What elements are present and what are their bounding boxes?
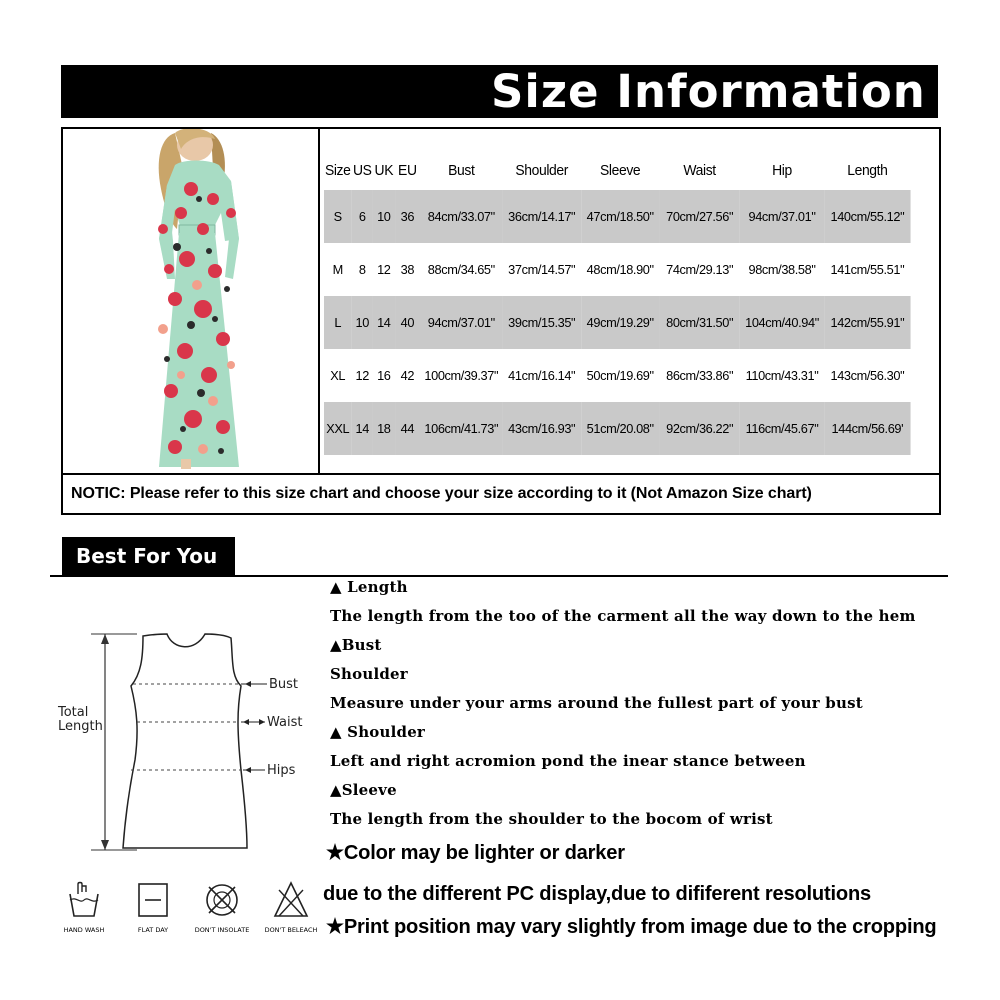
column-header: EU [398,163,417,179]
table-cell: 41cm/16.14" [508,368,576,383]
table-row [324,349,911,402]
table-cell: 86cm/33.86" [666,368,734,383]
table-cell: 116cm/45.67" [740,402,824,455]
bust-label: Bust [269,677,299,692]
table-cell: 36cm/14.17" [502,190,580,243]
table-cell: 70cm/27.56" [659,190,739,243]
table-cell: 144cm/56.69' [824,402,910,455]
desc-heading-length: ▲ Length [330,578,408,596]
table-cell: 47cm/18.50" [581,190,659,243]
column-header: Bust [448,163,475,179]
table-cell: 74cm/29.13" [666,262,734,277]
note-print-position: ★Print position may vary slightly from image due to the cropping [326,915,937,938]
table-cell: 36 [395,190,421,243]
dress-outline-icon [55,620,325,860]
table-cell: 12 [377,262,391,277]
table-cell: L [324,296,351,349]
table-cell: 40 [395,296,421,349]
table-cell: 140cm/55.12" [824,190,910,243]
table-cell: 14 [351,402,373,455]
table-cell: XXL [324,402,351,455]
dont-tumble-dry-icon [204,880,240,920]
column-header: US [352,163,372,179]
table-cell: 42 [400,368,415,383]
table-cell: 88cm/34.65" [427,262,495,277]
table-cell: 39cm/15.35" [502,296,580,349]
column-header: Length [847,163,888,179]
note-display: due to the different PC display,due to dififerent resolutions [323,882,872,905]
care-label: FLAT DAY [137,926,169,934]
table-cell: 8 [358,262,366,277]
table-cell: 84cm/33.07" [420,190,502,243]
care-label: DON'T INSOLATE [194,926,250,934]
table-cell: 92cm/36.22" [659,402,739,455]
table-cell: 10 [351,296,373,349]
desc-text-sleeve: The length from the shoulder to the bocom of wrist [330,810,773,828]
table-cell: 100cm/39.37" [424,368,499,383]
table-row [324,296,911,349]
total-length-label-1: Total [58,705,89,720]
desc-heading-shoulder: ▲ Shoulder [330,723,426,741]
table-cell: 104cm/40.94" [740,296,824,349]
waist-label: Waist [267,715,303,730]
table-cell: 141cm/55.51" [830,262,905,277]
column-header: Hip [772,163,792,179]
size-notice: NOTIC: Please refer to this size chart and choose your size according to it (Not Amazon Size chart) [63,473,939,513]
table-cell: 98cm/38.58" [748,262,816,277]
note-color: ★Color may be lighter or darker [326,841,625,864]
care-dont-bleach [261,880,321,934]
table-cell: 94cm/37.01" [420,296,502,349]
table-row [324,243,911,296]
table-cell: 51cm/20.08" [581,402,659,455]
care-dont-insolate [192,880,252,934]
table-cell: 94cm/37.01" [740,190,824,243]
table-cell: 43cm/16.93" [502,402,580,455]
table-cell: 37cm/14.57" [508,262,576,277]
table-cell: 80cm/31.50" [659,296,739,349]
column-header: Sleeve [600,163,641,179]
care-label: HAND WASH [63,926,105,934]
hand-wash-icon [66,880,102,920]
page-title: Size Information [491,65,926,118]
size-chart-box [61,127,941,515]
table-cell: 16 [377,368,391,383]
table-cell: S [324,190,351,243]
table-cell: 38 [400,262,415,277]
dress-measurement-diagram [55,620,325,860]
table-cell: 14 [373,296,395,349]
title-bar [61,65,938,118]
desc-text-shoulder-detail: Left and right acromion pond the inear stance between [330,752,806,770]
column-header: Waist [683,163,716,179]
desc-heading-bust: ▲Bust [330,636,382,654]
total-length-label-2: Length [58,719,103,734]
column-header: UK [374,163,394,179]
size-table [324,152,911,455]
best-for-you-heading: Best For You [62,537,235,575]
dress-model-image [63,129,318,473]
table-cell: 44 [395,402,421,455]
table-cell: 50cm/19.69" [586,368,654,383]
table-cell: 142cm/55.91" [824,296,910,349]
table-header-row [324,152,911,190]
flat-dry-icon [135,880,171,920]
table-cell: M [332,262,343,277]
table-cell: 6 [351,190,373,243]
column-header: Shoulder [515,163,569,179]
section-divider [50,575,948,577]
product-photo [63,129,320,473]
table-cell: 12 [355,368,369,383]
hips-label: Hips [267,763,296,778]
table-cell: 48cm/18.90" [586,262,654,277]
dont-bleach-icon [273,880,309,920]
care-flat-dry [123,880,183,934]
care-hand-wash [54,880,114,934]
table-cell: XL [330,368,346,383]
table-cell: 106cm/41.73" [420,402,502,455]
table-cell: 10 [373,190,395,243]
desc-text-length: The length from the too of the carment all the way down to the hem [330,607,916,625]
desc-text-bust: Measure under your arms around the fullest part of your bust [330,694,863,712]
table-cell: 143cm/56.30" [830,368,905,383]
table-row [324,190,911,243]
table-cell: 49cm/19.29" [581,296,659,349]
size-table-cell [320,129,939,473]
care-label: DON'T BELEACH [264,926,318,934]
desc-heading-sleeve: ▲Sleeve [330,781,397,799]
table-cell: 18 [373,402,395,455]
table-row [324,402,911,455]
column-header: Size [324,163,351,179]
table-cell: 110cm/43.31" [745,368,819,383]
desc-text-shoulder: Shoulder [330,665,408,683]
